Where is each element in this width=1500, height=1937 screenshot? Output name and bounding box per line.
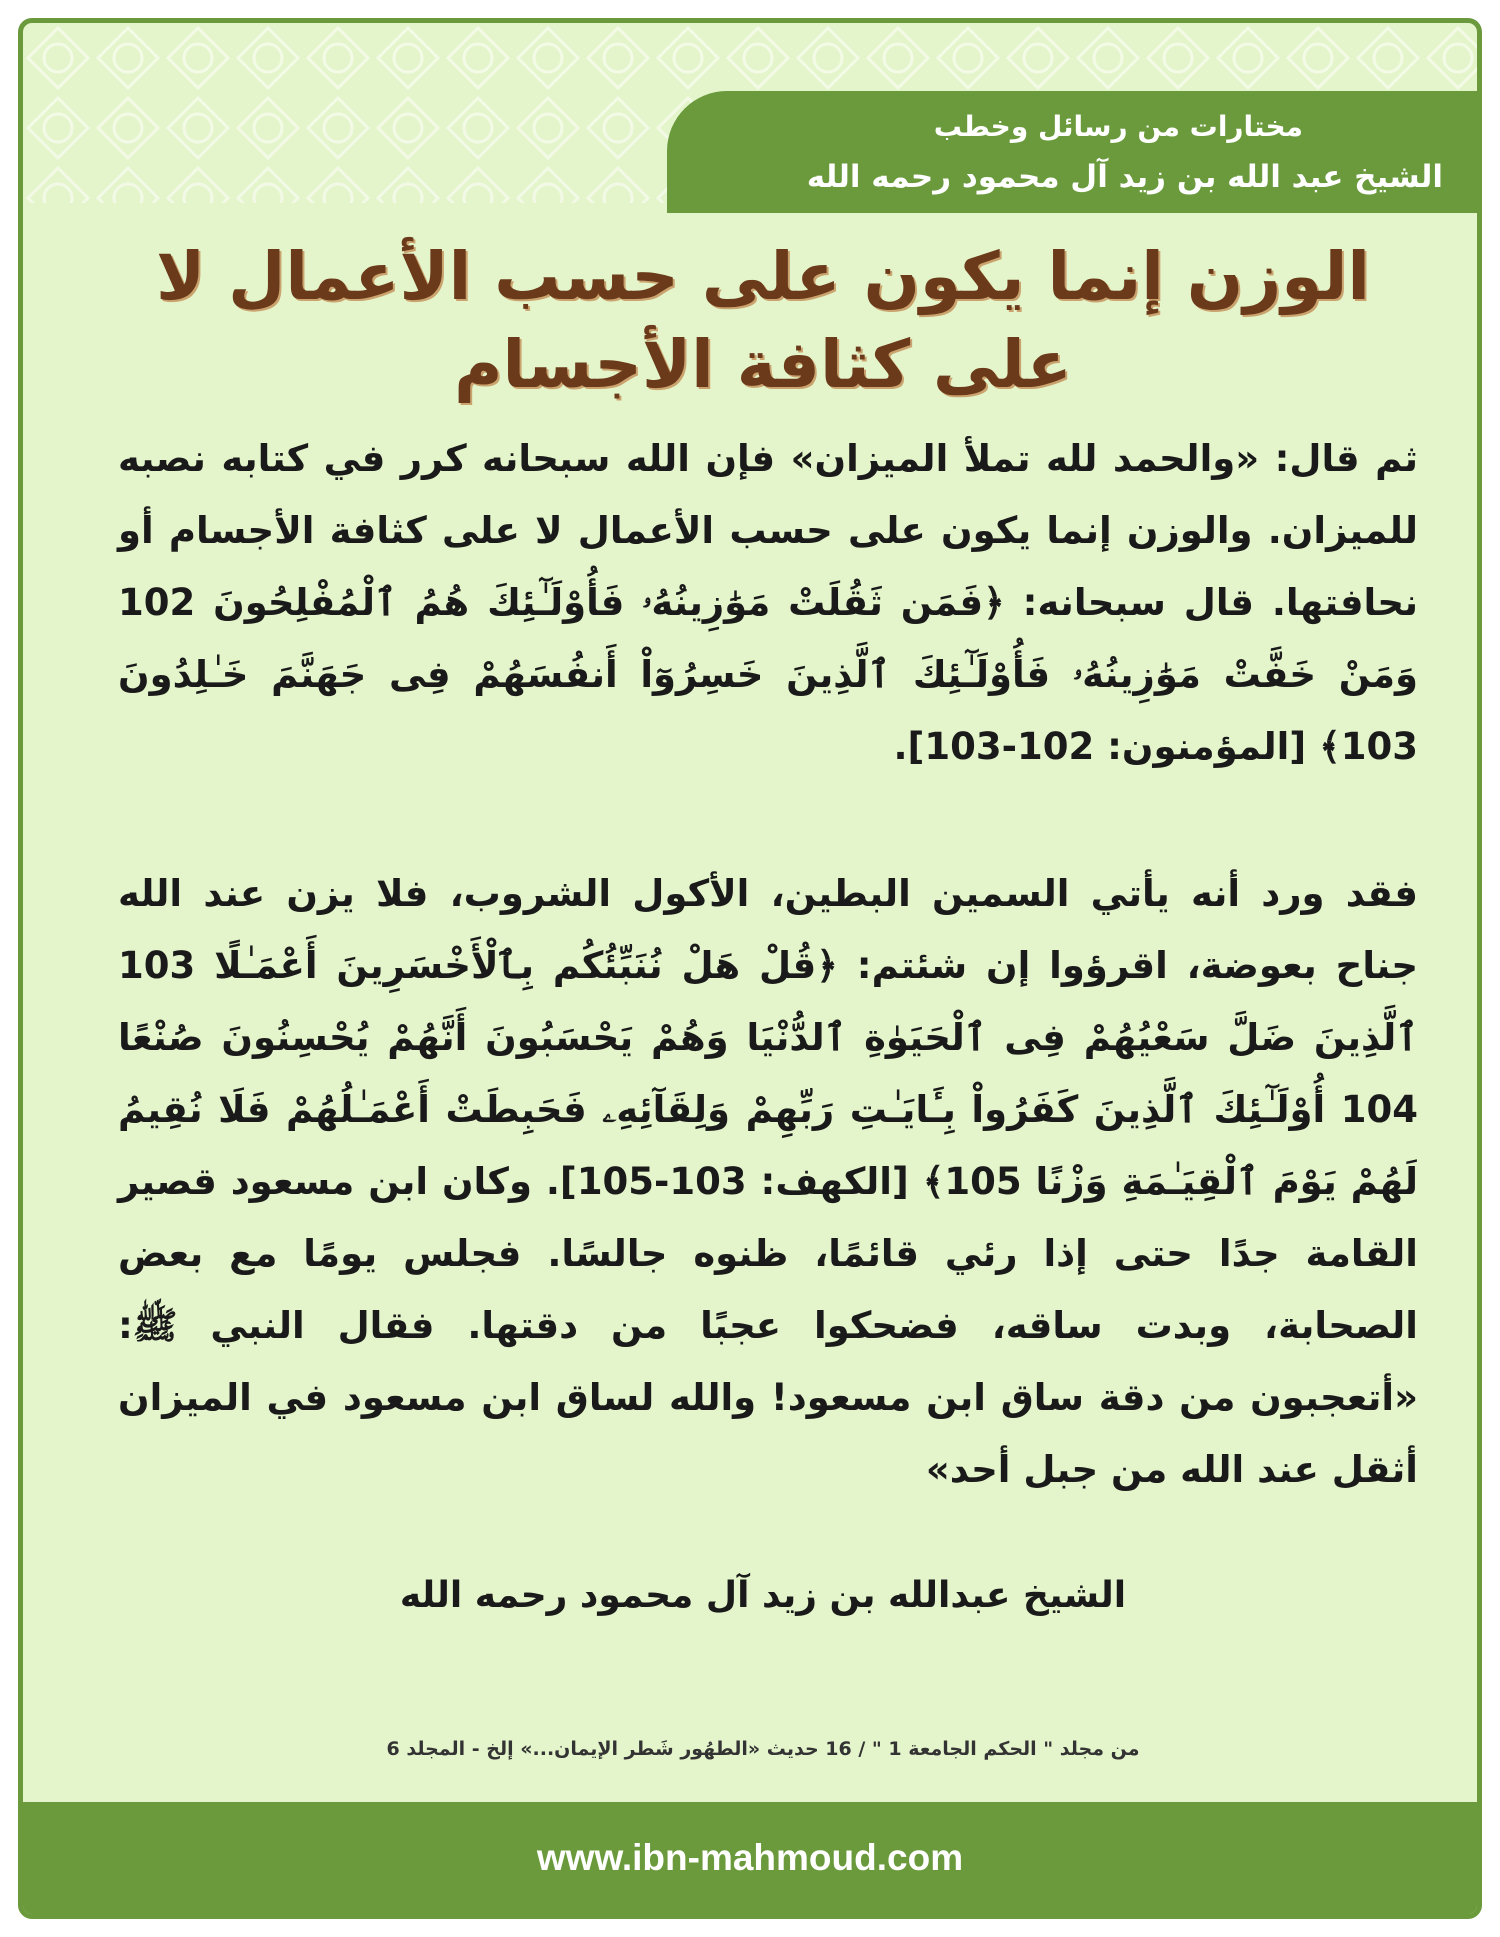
article-card (18, 18, 1482, 1919)
header-band (667, 91, 1477, 213)
article-paragraph-1: ثم قال: «والحمد لله تملأ الميزان» فإن الله سبحانه كرر في كتابه نصبه للميزان. والوزن إنما يكون على حسب الأعمال لا على كثافة الأجسام أو نحافتها. قال سبحانه: ﴿فَمَن ثَقُلَتْ مَوَٰزِينُهُۥ فَأُوْلَـٰٓئِكَ هُمُ ٱلْمُفْلِحُونَ 102 وَمَنْ خَفَّتْ مَوَٰزِينُهُۥ فَأُوْلَـٰٓئِكَ ٱلَّذِينَ خَسِرُوٓاْ أَنفُسَهُمْ فِى جَهَنَّمَ خَـٰلِدُونَ 103﴾ [المؤمنون: 102-103]. (118, 437, 1418, 768)
header-series-title: مختارات من رسائل وخطب (933, 110, 1303, 143)
author-signature: الشيخ عبدالله بن زيد آل محمود رحمه الله (399, 1575, 1127, 1616)
website-link[interactable]: www.ibn-mahmoud.com (536, 1837, 964, 1878)
article-title: الوزن إنما يكون على حسب الأعمال لا على كثافة الأجسام (156, 238, 1370, 403)
article-paragraph-2: فقد ورد أنه يأتي السمين البطين، الأكول الشروب، فلا يزن عند الله جناح بعوضة، اقرؤوا إن شئتم: ﴿قُلْ هَلْ نُنَبِّئُكُم بِٱلْأَخْسَرِينَ أَعْمَـٰلًا 103 ٱلَّذِينَ ضَلَّ سَعْيُهُمْ فِى ٱلْحَيَوٰةِ ٱلدُّنْيَا وَهُمْ يَحْسَبُونَ أَنَّهُمْ يُحْسِنُونَ صُنْعًا 104 أُوْلَـٰٓئِكَ ٱلَّذِينَ كَفَرُواْ بِـَٔايَـٰتِ رَبِّهِمْ وَلِقَآئِهِۦ فَحَبِطَتْ أَعْمَـٰلُهُمْ فَلَا نُقِيمُ لَهُمْ يَوْمَ ٱلْقِيَـٰمَةِ وَزْنًا 105﴾ [الكهف: 103-105]. وكان ابن مسعود قصير القامة جدًا حتى إذا رئي قائمًا، ظنوه جالسًا. فجلس يومًا مع بعض الصحابة، وبدت ساقه، فضحكوا عجبًا من دقتها. فقال النبي ﷺ: «أتعجبون من دقة ساق ابن مسعود! والله لساق ابن مسعود في الميزان أثقل عند الله من جبل أحد» (118, 872, 1418, 1491)
source-citation: من مجلد " الحكم الجامعة 1 " / 16 حديث «الطهُور شَطر الإيمان...» إلخ - المجلد 6 (386, 1738, 1140, 1760)
footer-bar (23, 1802, 1477, 1914)
header-author: الشيخ عبد الله بن زيد آل محمود رحمه الله (806, 159, 1443, 195)
